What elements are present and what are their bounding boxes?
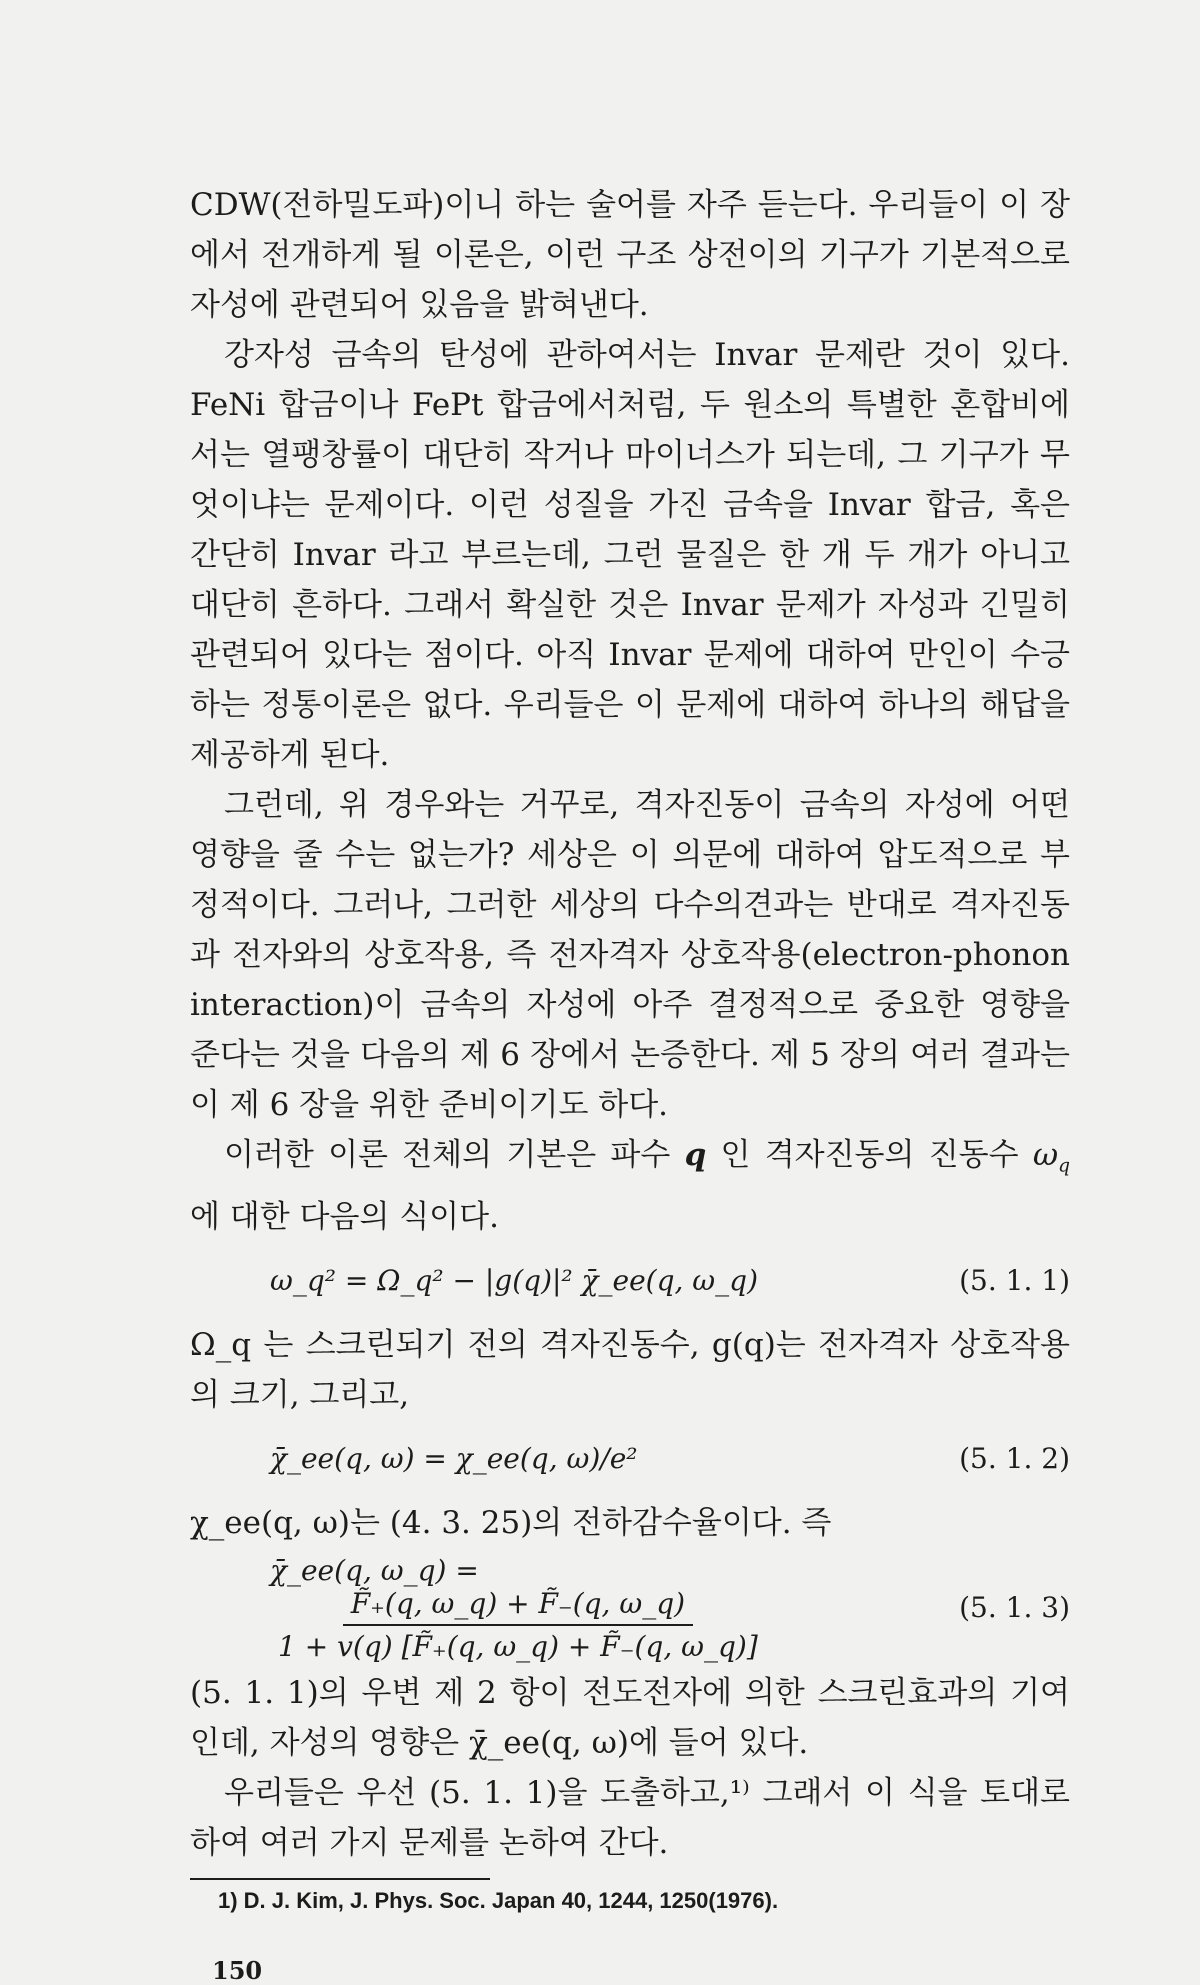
- page-number: 150: [212, 1955, 263, 1985]
- frequency-symbol: ω: [1032, 1137, 1059, 1173]
- footnote-divider: [190, 1878, 490, 1880]
- equation-lhs: χ̄_ee(q, ω_q) =: [270, 1554, 479, 1587]
- equation-body: χ̄_ee(q, ω) = χ_ee(q, ω)/e²: [270, 1442, 638, 1475]
- footnote: 1) D. J. Kim, J. Phys. Soc. Japan 40, 1244, 1250(1976).: [218, 1887, 779, 1913]
- equation-5-1-1: [190, 1242, 1070, 1320]
- paragraph-derivation: 우리들은 우선 (5. 1. 1)을 도출하고,¹⁾ 그래서 이 식을 토대로 하여 여러 가지 문제를 논하여 간다.: [190, 1774, 1070, 1861]
- wavevector-symbol: q: [684, 1137, 707, 1173]
- paragraph-charge-susceptibility: χ_ee(q, ω)는 (4. 3. 25)의 전하감수율이다. 즉: [190, 1504, 832, 1541]
- equation-number: (5. 1. 3): [959, 1591, 1070, 1624]
- fraction-denominator: 1 + v(q) [F̃₊(q, ω_q) + F̃₋(q, ω_q)]: [278, 1630, 758, 1663]
- text-fragment: 인 격자진동의 진동수: [706, 1137, 1033, 1173]
- equation-body: [270, 1552, 940, 1663]
- frequency-subscript: q: [1058, 1155, 1070, 1177]
- paragraph-screening-term: (5. 1. 1)의 우변 제 2 항이 전도전자에 의한 스크린효과의 기여인데, 자성의 영향은 χ̄_ee(q, ω)에 들어 있다.: [190, 1674, 1070, 1761]
- fraction-numerator: F̃₊(q, ω_q) + F̃₋(q, ω_q): [343, 1587, 693, 1626]
- equation-number: (5. 1. 2): [959, 1442, 1070, 1475]
- paragraph-lattice-vibration: 그런데, 위 경우와는 거꾸로, 격자진동이 금속의 자성에 어떤 영향을 줄 수는 없는가? 세상은 이 의문에 대하여 압도적으로 부정적이다. 그러나, 그러한 세상의 다수의견과는 반대로 격자진동과 전자와의 상호작용, 즉 전자격자 상호작용(electron-phonon interaction)이 금속의 자성에 아주 결정적으로 중요한 영향을 준다는 것을 다음의 제 6 장에서 논증한다. 제 5 장의 여러 결과는 이 제 6 장을 위한 준비이기도 하다.: [190, 787, 1070, 1123]
- paragraph-cdw: CDW(전하밀도파)이니 하는 술어를 자주 듣는다. 우리들이 이 장에서 전개하게 될 이론은, 이런 구조 상전이의 기구가 기본적으로 자성에 관련되어 있음을 밝혀낸다.: [190, 187, 1070, 323]
- equation-number: (5. 1. 1): [959, 1264, 1070, 1297]
- equation-5-1-2: [190, 1420, 1070, 1498]
- paragraph-basis: [190, 1130, 1070, 1242]
- fraction: [270, 1587, 766, 1663]
- paragraph-invar: 강자성 금속의 탄성에 관하여서는 Invar 문제란 것이 있다. FeNi 합금이나 FePt 합금에서처럼, 두 원소의 특별한 혼합비에서는 열팽창률이 대단히 작거나 마이너스가 되는데, 그 기구가 무엇이냐는 문제이다. 이런 성질을 가진 금속을 Invar 합금, 혹은 간단히 Invar 라고 부르는데, 그런 물질은 한 개 두 개가 아니고 대단히 흔하다. 그래서 확실한 것은 Invar 문제가 자성과 긴밀히 관련되어 있다는 점이다. 아직 Invar 문제에 대하여 만인이 수긍하는 정통이론은 없다. 우리들은 이 문제에 대하여 하나의 해답을 제공하게 된다.: [190, 337, 1070, 773]
- text-fragment: 이러한 이론 전체의 기본은 파수: [224, 1137, 685, 1173]
- equation-5-1-3: [190, 1548, 1070, 1668]
- text-fragment: 에 대한 다음의 식이다.: [190, 1198, 499, 1235]
- paragraph-omega-g-definition: Ω_q 는 스크린되기 전의 격자진동수, g(q)는 전자격자 상호작용의 크기, 그리고,: [190, 1326, 1070, 1413]
- equation-body: ω_q² = Ω_q² − |g(q)|² χ̄_ee(q, ω_q): [270, 1264, 758, 1297]
